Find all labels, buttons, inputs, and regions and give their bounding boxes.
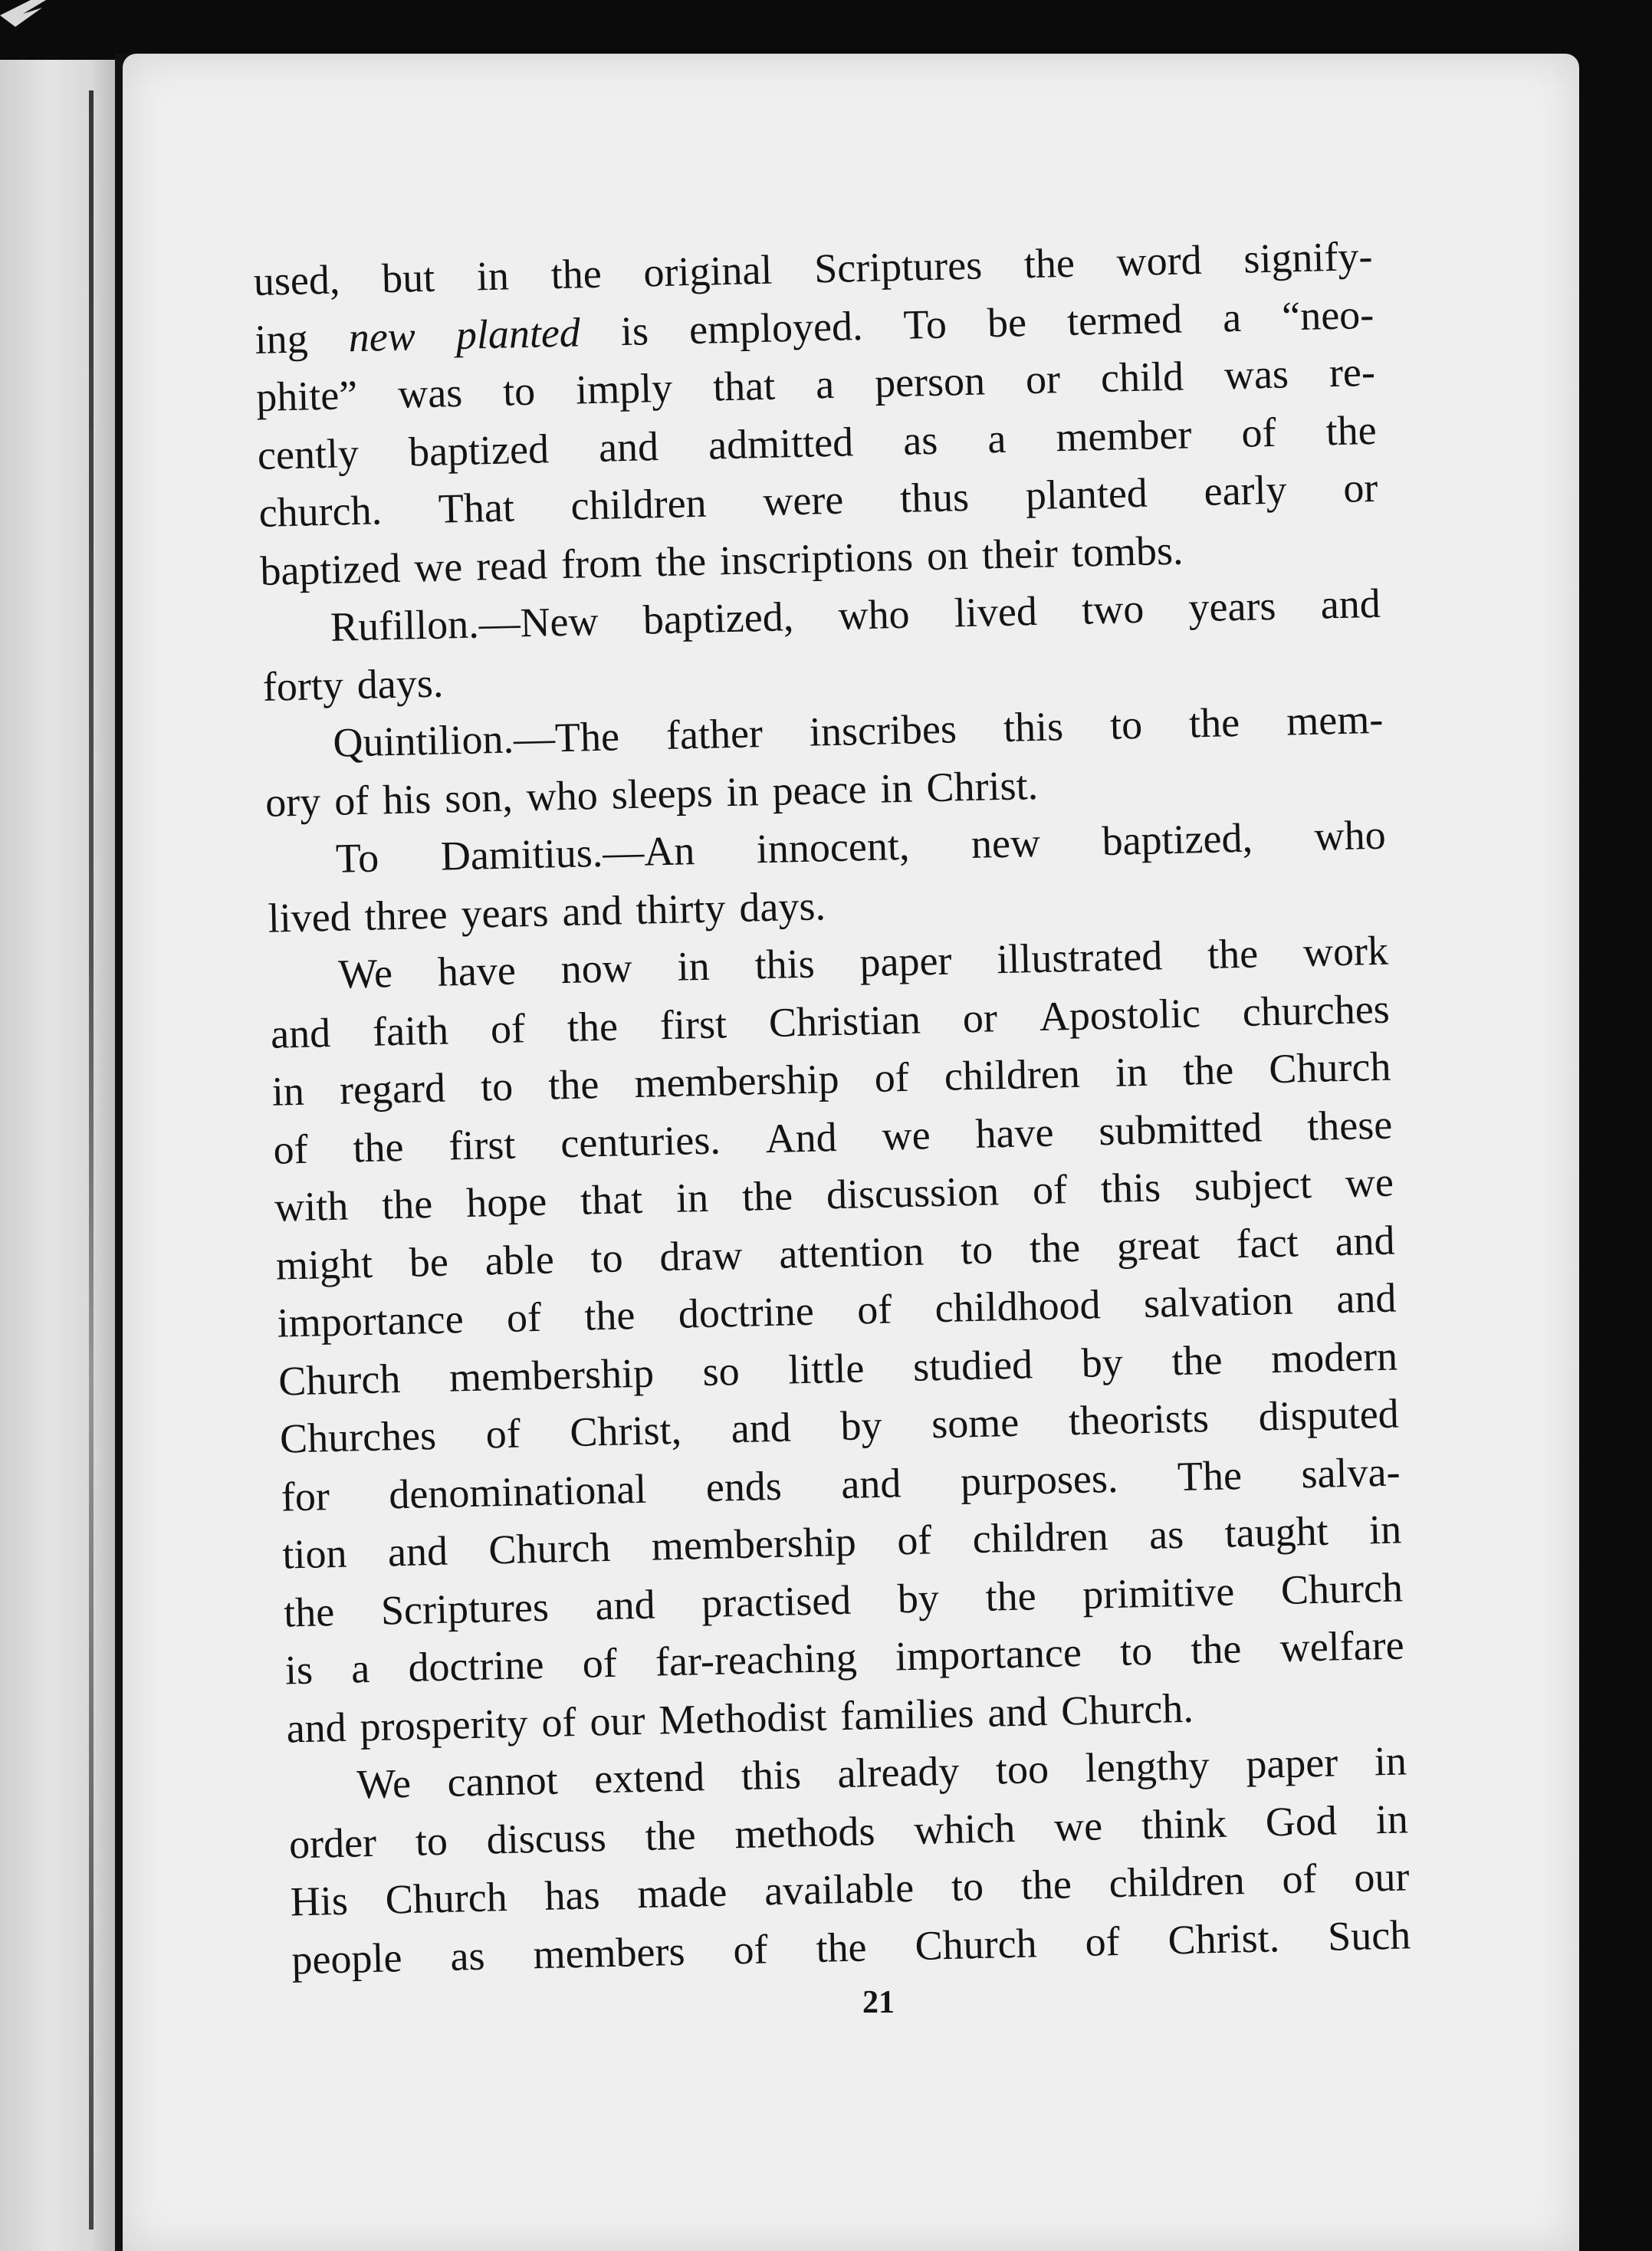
word: membership: [448, 1349, 655, 1401]
word: centuries.: [560, 1116, 721, 1166]
word: and: [594, 1581, 656, 1628]
word: cently: [257, 429, 360, 478]
word: original: [642, 246, 773, 296]
word: forty: [262, 661, 344, 710]
word: father: [665, 710, 764, 758]
word: importance: [895, 1628, 1082, 1680]
body-text: [253, 228, 1411, 1990]
word: importance: [276, 1296, 465, 1346]
word: or: [962, 994, 998, 1041]
word: inscribes: [809, 705, 957, 755]
left-page-margin-rule: [89, 90, 94, 2230]
word: Church.: [1060, 1684, 1194, 1734]
word: who: [837, 590, 911, 639]
word: subject: [1194, 1160, 1312, 1210]
word: work: [1302, 927, 1389, 976]
word: Christ,: [569, 1406, 682, 1456]
word: tombs.: [1071, 527, 1184, 576]
word: admitted: [708, 418, 854, 468]
word: practised: [701, 1576, 852, 1626]
word: primitive: [1082, 1567, 1235, 1618]
word: days.: [356, 659, 444, 708]
word: termed: [1066, 295, 1183, 344]
word: discussion: [826, 1168, 1000, 1218]
word: of: [1032, 1166, 1068, 1214]
word: in: [676, 942, 711, 990]
word: Apostolic: [1039, 989, 1201, 1040]
word: Christ.: [1167, 1914, 1280, 1963]
word: far-reaching: [655, 1634, 858, 1685]
word: hope: [465, 1178, 547, 1226]
word: from: [560, 539, 642, 587]
word: salvation: [1143, 1277, 1294, 1326]
word: doctrine: [407, 1641, 545, 1691]
word: and: [840, 1459, 902, 1507]
word: thus: [899, 473, 970, 521]
word: used,: [253, 256, 340, 304]
word: to: [1109, 701, 1143, 748]
word: as: [1148, 1510, 1184, 1558]
word: was: [1223, 350, 1289, 399]
word: the: [1190, 1625, 1243, 1673]
word: is: [620, 307, 649, 354]
word: little: [787, 1344, 865, 1393]
word: “neo-: [1281, 291, 1374, 340]
word: the: [1325, 406, 1378, 454]
word: discuss: [486, 1813, 607, 1863]
word: the: [984, 1572, 1037, 1620]
word: To: [902, 301, 948, 348]
word: were: [762, 476, 844, 524]
word: children: [972, 1513, 1109, 1563]
word: of: [1281, 1855, 1318, 1903]
word: so: [701, 1347, 741, 1395]
word: was: [397, 369, 463, 417]
word: Scriptures: [380, 1583, 550, 1634]
word: Christian: [768, 996, 921, 1046]
word: person: [874, 357, 986, 406]
word: of: [506, 1293, 542, 1341]
word: Damitius.—An: [440, 827, 695, 879]
word: of: [856, 1286, 892, 1333]
word: church.: [258, 487, 383, 536]
word: taught: [1223, 1507, 1329, 1556]
word: We: [337, 950, 393, 997]
word: submitted: [1098, 1103, 1263, 1154]
word: lengthy: [1085, 1742, 1210, 1791]
word: mem-: [1286, 695, 1384, 744]
word: word: [1115, 236, 1203, 285]
word: our: [589, 1697, 646, 1745]
word: the: [815, 1923, 868, 1971]
word: or: [1025, 356, 1061, 403]
word: might: [275, 1240, 373, 1289]
word: tion: [281, 1530, 348, 1578]
word: membership: [651, 1518, 857, 1569]
word: signify-: [1243, 232, 1374, 282]
word: of: [873, 1053, 910, 1101]
word: and: [1335, 1274, 1397, 1323]
word: doctrine: [678, 1287, 815, 1337]
word: too: [995, 1745, 1049, 1793]
word: churches: [1242, 985, 1391, 1035]
word: years: [460, 888, 550, 937]
word: have: [437, 947, 517, 995]
word: of: [1240, 409, 1277, 456]
word: new: [348, 312, 416, 360]
word: peace: [771, 765, 868, 814]
word: who: [526, 771, 599, 820]
word: the: [283, 1588, 335, 1636]
word: this: [754, 940, 816, 988]
word: his: [382, 775, 432, 823]
word: by: [839, 1402, 883, 1449]
word: to: [1119, 1627, 1153, 1674]
word: read: [475, 541, 548, 589]
word: paper: [859, 937, 953, 986]
word: Methodist: [658, 1693, 828, 1743]
word: to: [951, 1862, 984, 1910]
word: child: [1100, 353, 1184, 401]
word: in: [879, 764, 914, 812]
word: of: [896, 1517, 932, 1564]
word: Church: [488, 1523, 612, 1573]
word: think: [1141, 1799, 1227, 1848]
word: the: [550, 250, 603, 298]
word: thirty: [635, 884, 727, 933]
word: or: [1342, 464, 1378, 511]
word: and: [731, 1404, 792, 1452]
word: a: [1222, 294, 1242, 340]
word: this: [1003, 703, 1064, 751]
word: available: [764, 1864, 915, 1914]
word: people: [291, 1934, 403, 1983]
word: in: [725, 767, 760, 815]
word: faith: [372, 1006, 449, 1055]
word: childhood: [934, 1281, 1102, 1332]
word: inscriptions: [719, 533, 914, 583]
word: fact: [1236, 1218, 1299, 1267]
word: our: [1353, 1853, 1410, 1901]
word: of: [490, 1004, 526, 1052]
word: who: [1313, 811, 1387, 859]
word: phite”: [255, 371, 358, 420]
word: with: [274, 1182, 349, 1231]
word: a: [815, 360, 835, 408]
word: Church: [914, 1919, 1038, 1969]
word: in: [1368, 1506, 1402, 1553]
word: and: [387, 1527, 448, 1576]
word: illustrated: [996, 932, 1163, 983]
word: Quintilion.—The: [332, 713, 620, 766]
word: baptized: [259, 544, 401, 594]
word: the: [1207, 930, 1259, 978]
word: methods: [734, 1807, 876, 1857]
word: the: [352, 1123, 405, 1171]
word: in: [1374, 1795, 1409, 1842]
word: to: [502, 367, 536, 415]
word: lived: [954, 587, 1038, 636]
word: denominational: [388, 1465, 647, 1517]
word: son,: [444, 774, 514, 821]
word: of: [272, 1126, 309, 1173]
word: imply: [575, 364, 673, 413]
word: paper: [1245, 1739, 1338, 1788]
word: the: [1171, 1336, 1223, 1384]
word: re-: [1328, 348, 1376, 396]
word: of: [582, 1639, 618, 1687]
word: we: [413, 543, 463, 590]
word: on: [926, 531, 969, 579]
left-page-edge: [0, 60, 115, 2251]
word: to: [415, 1817, 448, 1865]
word: member: [1055, 410, 1192, 460]
word: days.: [738, 882, 826, 931]
word: first: [448, 1121, 517, 1168]
word: members: [532, 1927, 686, 1977]
word: made: [636, 1868, 727, 1917]
word: regard: [339, 1064, 446, 1113]
word: Christ.: [925, 761, 1039, 810]
word: That: [438, 484, 515, 532]
word: the: [547, 1061, 600, 1109]
word: have: [974, 1109, 1055, 1157]
word: families: [839, 1689, 974, 1739]
word: we: [881, 1111, 931, 1159]
word: Church: [1268, 1043, 1391, 1093]
word: planted: [455, 308, 581, 358]
word: in: [1374, 1737, 1407, 1785]
word: that: [580, 1175, 643, 1224]
word: Rufillon.—New: [330, 597, 599, 650]
word: children: [1108, 1857, 1246, 1907]
word: the: [567, 1002, 619, 1050]
word: Church: [385, 1874, 508, 1923]
word: baptized,: [1101, 814, 1253, 865]
word: draw: [659, 1231, 744, 1280]
word: first: [659, 1000, 727, 1048]
word: this: [1100, 1164, 1161, 1212]
word: and: [1334, 1217, 1396, 1264]
word: and: [1320, 580, 1381, 628]
word: the: [1023, 239, 1076, 288]
word: of: [485, 1410, 521, 1457]
word: the: [1020, 1861, 1072, 1908]
word: His: [290, 1877, 349, 1925]
word: salva-: [1300, 1448, 1401, 1497]
word: that: [712, 362, 776, 410]
word: employed.: [688, 302, 864, 353]
word: Church: [1280, 1563, 1404, 1613]
word: in: [476, 252, 510, 300]
word: children: [570, 479, 708, 529]
word: the: [644, 1811, 697, 1859]
word: in: [675, 1174, 709, 1221]
word: and: [270, 1009, 331, 1057]
word: some: [931, 1398, 1020, 1448]
word: order: [288, 1819, 377, 1867]
word: modern: [1270, 1333, 1398, 1382]
word: of: [540, 1698, 577, 1746]
word: sleeps: [610, 769, 714, 818]
word: ends: [705, 1462, 783, 1510]
word: as: [902, 416, 938, 464]
page-number: 21: [862, 1985, 895, 2020]
word: innocent,: [756, 822, 910, 872]
word: by: [897, 1574, 940, 1622]
word: extend: [593, 1753, 705, 1802]
word: for: [281, 1472, 330, 1520]
word: baptized,: [642, 593, 794, 643]
word: children: [944, 1050, 1081, 1099]
word: ory: [264, 777, 321, 826]
word: attention: [778, 1227, 925, 1277]
word: be: [987, 298, 1027, 346]
word: lived: [268, 892, 352, 941]
word: the: [1188, 698, 1240, 747]
word: To: [335, 834, 379, 882]
word: the: [1029, 1224, 1081, 1271]
word: theorists: [1068, 1395, 1210, 1444]
word: prosperity: [359, 1699, 529, 1750]
word: but: [381, 254, 435, 302]
word: which: [913, 1804, 1016, 1853]
word: disputed: [1257, 1390, 1400, 1440]
word: Scriptures: [813, 242, 983, 292]
word: a: [987, 415, 1007, 462]
word: cannot: [446, 1756, 559, 1806]
word: and: [285, 1704, 347, 1751]
word: this: [741, 1751, 802, 1799]
word: we: [1345, 1158, 1394, 1206]
word: in: [271, 1067, 305, 1115]
corner-ink-mark: [0, 0, 61, 46]
word: of: [333, 777, 369, 824]
word: baptized: [408, 425, 550, 475]
word: three: [363, 890, 448, 939]
word: in: [1115, 1048, 1148, 1096]
word: new: [971, 819, 1041, 867]
word: studied: [912, 1340, 1033, 1390]
word: to: [960, 1225, 993, 1273]
word: ing: [254, 314, 309, 363]
word: early: [1203, 466, 1288, 514]
word: and: [598, 422, 659, 471]
word: be: [409, 1238, 449, 1286]
word: to: [480, 1063, 514, 1110]
word: of: [1084, 1917, 1121, 1965]
word: Churches: [279, 1411, 437, 1462]
word: by: [1081, 1339, 1124, 1386]
word: has: [544, 1871, 601, 1919]
word: to: [590, 1234, 624, 1281]
word: welfare: [1279, 1622, 1405, 1671]
word: God: [1265, 1796, 1338, 1845]
word: and: [561, 886, 623, 935]
word: years: [1187, 582, 1277, 631]
word: two: [1081, 585, 1145, 633]
word: is: [284, 1646, 314, 1694]
word: their: [981, 529, 1059, 578]
word: the: [583, 1292, 636, 1339]
word: The: [1177, 1451, 1243, 1500]
word: the: [381, 1181, 433, 1228]
word: We: [356, 1760, 412, 1808]
word: the: [655, 537, 707, 585]
word: Church: [278, 1355, 401, 1405]
word: Such: [1327, 1911, 1411, 1960]
word: a: [350, 1645, 370, 1692]
word: able: [484, 1235, 555, 1283]
word: purposes.: [960, 1454, 1119, 1504]
word: the: [1182, 1047, 1234, 1094]
word: of: [732, 1925, 769, 1973]
word: now: [560, 945, 633, 993]
word: and: [987, 1687, 1048, 1736]
word: already: [836, 1747, 961, 1797]
word: these: [1306, 1101, 1393, 1149]
word: And: [764, 1113, 838, 1162]
word: as: [449, 1932, 486, 1980]
word: we: [1053, 1802, 1103, 1850]
word: membership: [633, 1055, 840, 1106]
word: planted: [1025, 469, 1148, 519]
word: the: [741, 1172, 793, 1220]
word: great: [1116, 1221, 1200, 1270]
